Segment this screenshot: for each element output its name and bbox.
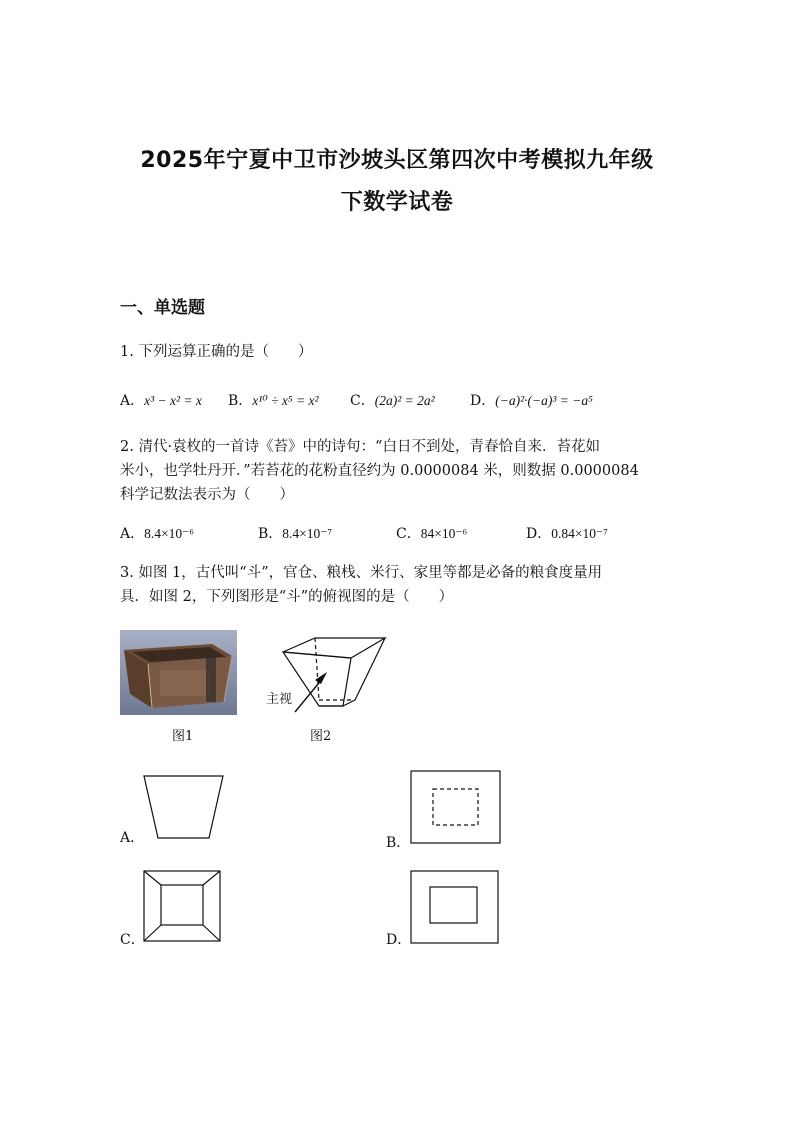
section-heading: 一、单选题	[120, 298, 205, 318]
option-letter: D．	[526, 526, 552, 542]
question-stem-line3: 科学记数法表示为（ ）	[120, 487, 294, 503]
q1-option-d[interactable]	[470, 390, 593, 410]
question-number: 1.	[120, 344, 134, 360]
q3-option-d-figure[interactable]	[410, 870, 500, 944]
option-letter: A．	[120, 526, 145, 542]
q3-option-c-figure[interactable]	[143, 870, 221, 942]
option-letter: A．	[120, 393, 145, 409]
q2-option-c[interactable]	[396, 523, 467, 543]
question-2	[120, 435, 680, 507]
question-number: 2.	[120, 439, 134, 455]
question-3	[120, 561, 680, 609]
question-stem-line1: 如图 1，古代叫“斗”，官仓、粮栈、米行、家里等都是必备的粮食度量用	[138, 565, 603, 581]
q2-option-b[interactable]	[258, 523, 332, 543]
page-title-line2: 下数学试卷	[340, 190, 454, 215]
option-expr: 8.4×10⁻⁶	[144, 526, 194, 541]
option-expr: (2a)² = 2a²	[374, 393, 435, 408]
q3-option-c-label[interactable]: C．	[120, 932, 145, 948]
figure-1-photo	[120, 630, 237, 715]
option-letter: C．	[396, 526, 421, 542]
option-letter: D．	[470, 393, 496, 409]
question-stem-line2: 米小，也学牡丹开．”若苔花的花粉直径约为 0.0000084 米，则数据 0.0000084	[120, 463, 639, 479]
q3-option-d-label[interactable]: D．	[386, 932, 412, 948]
option-expr: x³ − x² = x	[144, 393, 202, 408]
q3-option-a-label[interactable]: A．	[120, 830, 145, 846]
option-letter: B．	[228, 393, 253, 409]
question-1	[120, 340, 680, 364]
figure-2-view-label: 主视	[266, 692, 293, 707]
q3-option-b-figure[interactable]	[410, 770, 502, 844]
q1-option-a[interactable]	[120, 390, 202, 410]
q3-option-b-label[interactable]: B．	[386, 835, 411, 851]
figure-2-caption: 图2	[310, 729, 332, 744]
q2-option-a[interactable]	[120, 523, 194, 543]
option-expr: 84×10⁻⁶	[420, 526, 468, 541]
option-letter: B．	[258, 526, 283, 542]
question-stem-line2: 具．如图 2，下列图形是“斗”的俯视图的是（ ）	[120, 589, 454, 605]
option-expr: x¹⁰ ÷ x⁵ = x²	[252, 393, 319, 408]
question-stem: 下列运算正确的是（ ）	[138, 344, 313, 360]
figure-1-caption: 图1	[172, 729, 194, 744]
option-letter: C．	[350, 393, 375, 409]
option-expr: 0.84×10⁻⁷	[551, 526, 608, 541]
page-title-line1: 2025年宁夏中卫市沙坡头区第四次中考模拟九年级	[140, 148, 654, 173]
q1-option-c[interactable]	[350, 390, 435, 410]
q2-option-d[interactable]	[526, 523, 608, 543]
option-expr: (−a)²·(−a)³ = −a⁵	[495, 393, 593, 408]
question-stem-line1: 清代·袁枚的一首诗《苔》中的诗句：“白日不到处，青春恰自来．苔花如	[138, 439, 600, 455]
q1-option-b[interactable]	[228, 390, 319, 410]
q3-option-a-figure[interactable]	[143, 774, 225, 840]
option-expr: 8.4×10⁻⁷	[282, 526, 333, 541]
question-number: 3.	[120, 565, 134, 581]
